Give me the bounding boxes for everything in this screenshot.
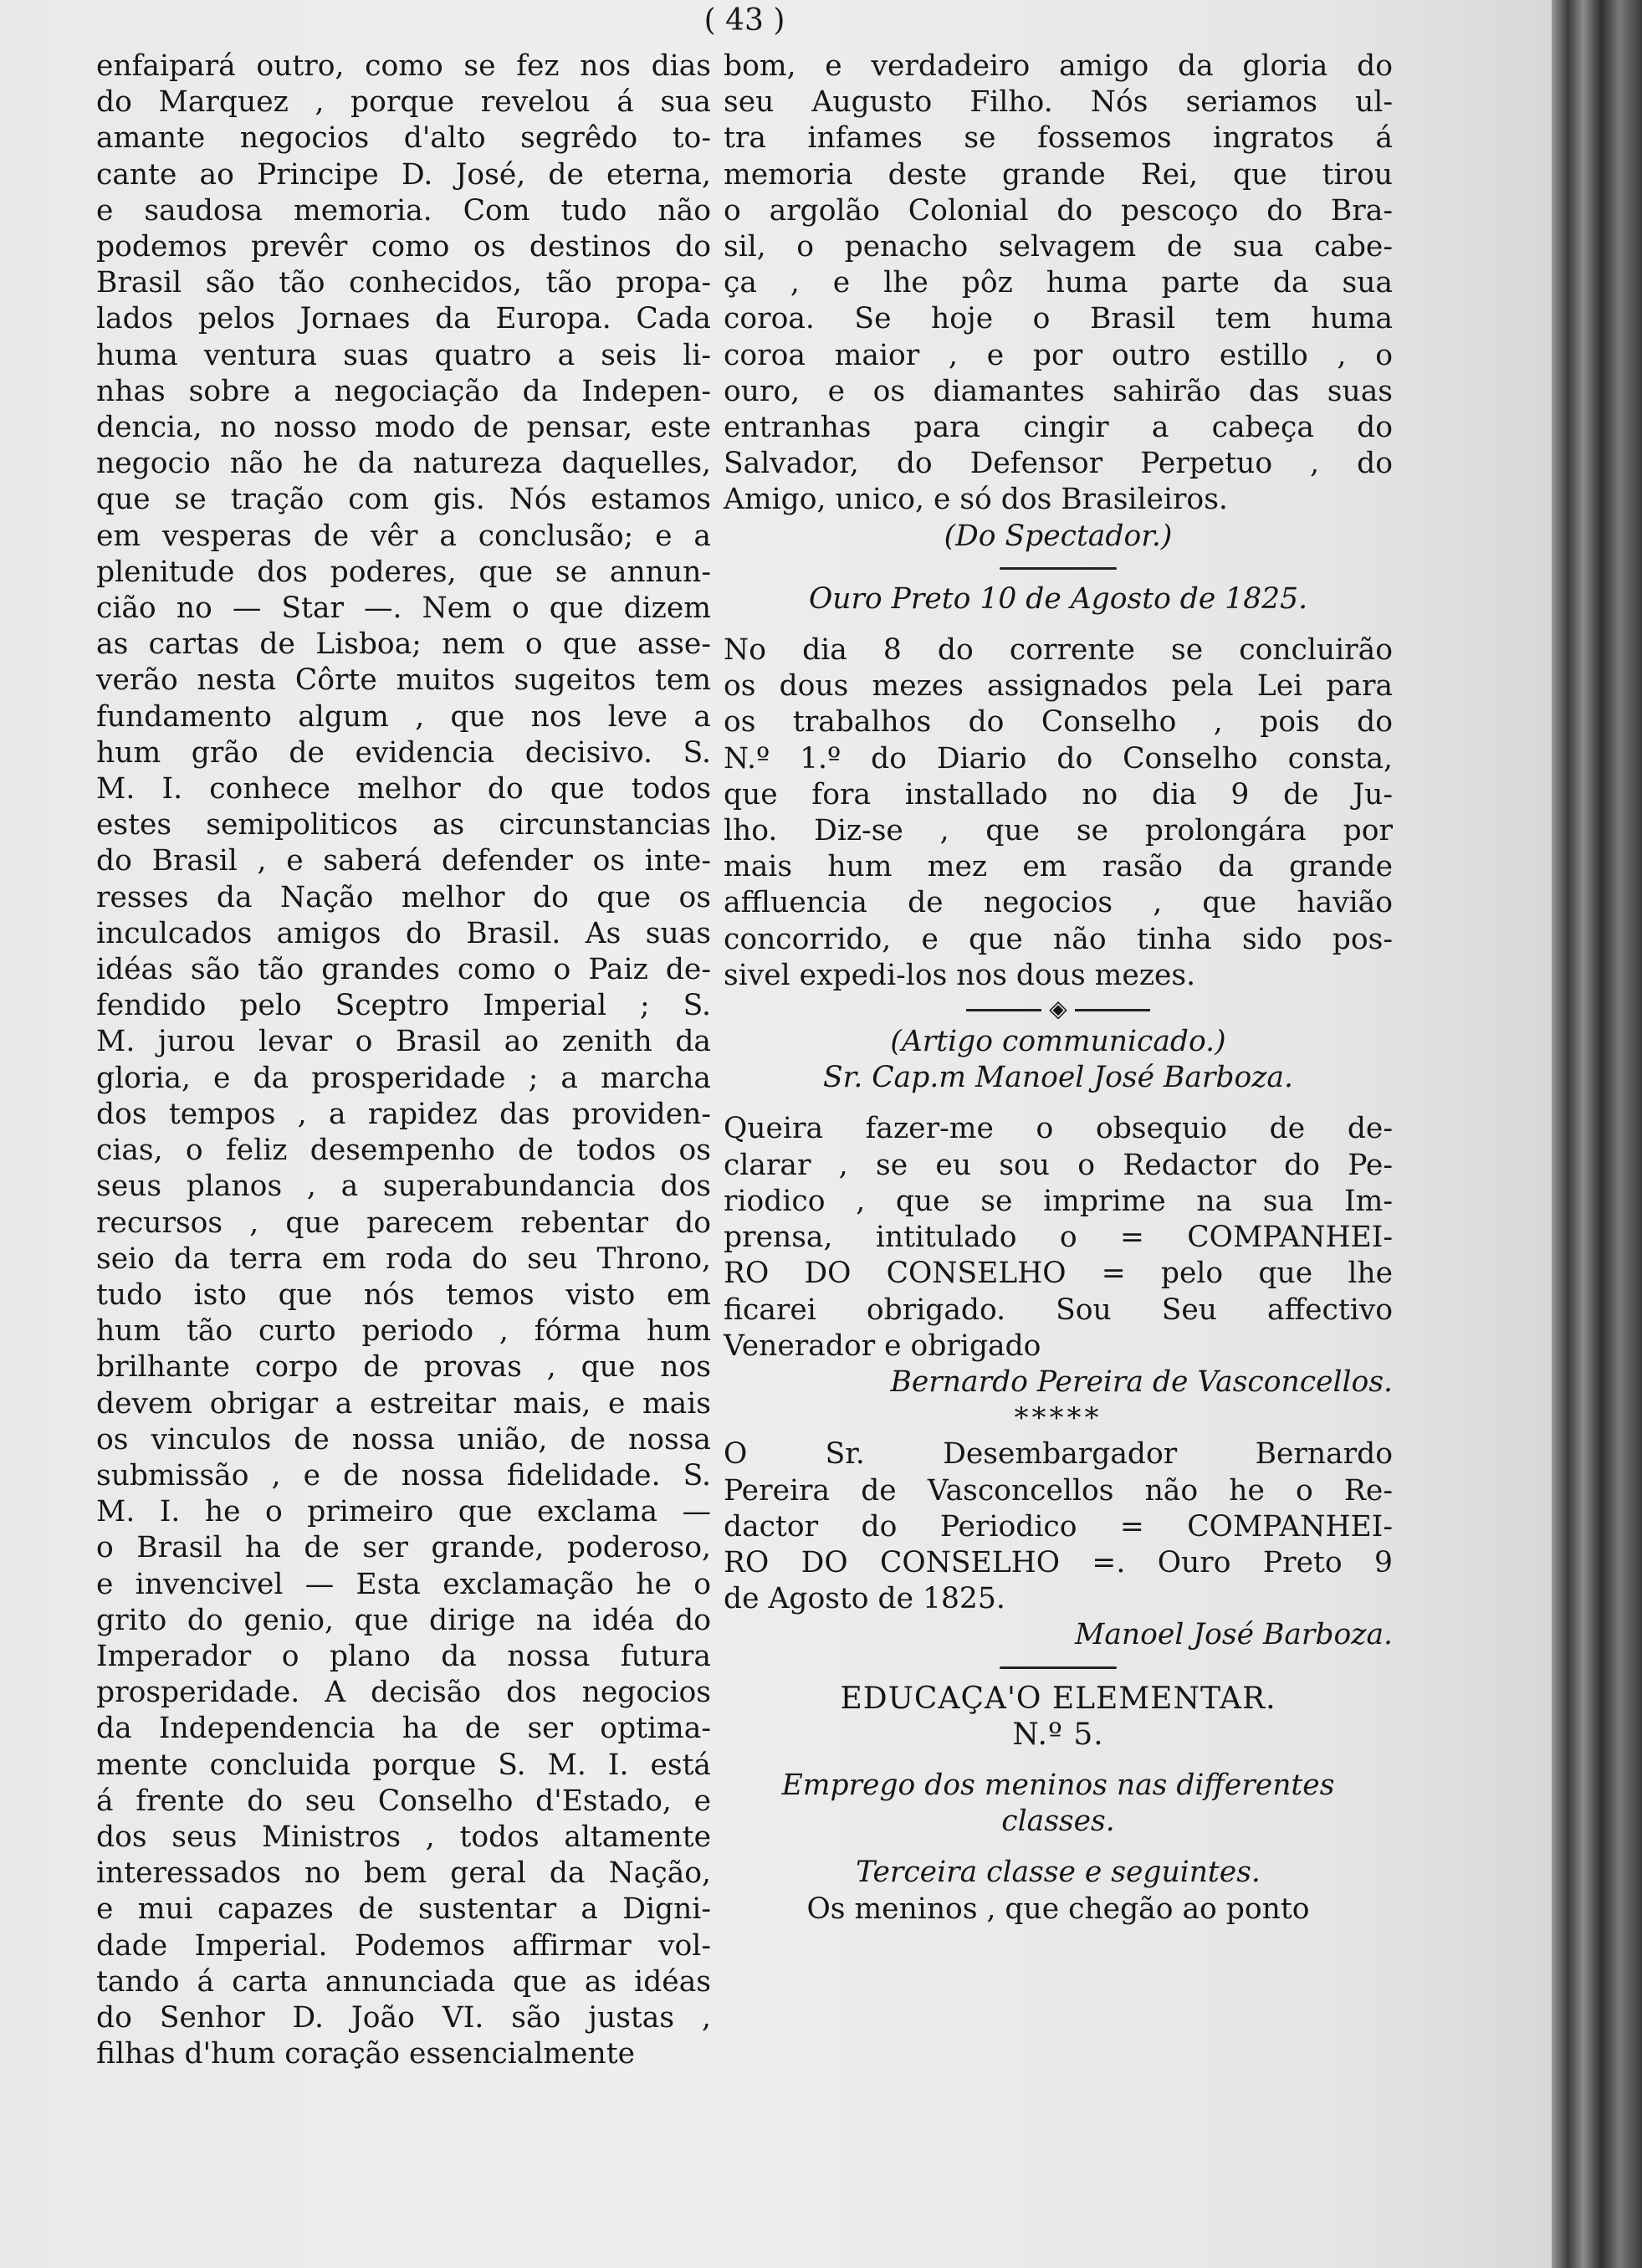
text-line: mente concluida porque S. M. I. está <box>96 1748 711 1782</box>
dateline: Ouro Preto 10 de Agosto de 1825. <box>808 581 1308 616</box>
text-line: sil, o penacho selvagem de sua cabe- <box>724 230 1393 264</box>
text-line: plenitude dos poderes, que se annun- <box>96 555 711 589</box>
text-line: á frente do seu Conselho d'Estado, e <box>96 1784 711 1818</box>
text-line: os dous mezes assignados pela Lei para <box>724 669 1393 704</box>
text-line: podemos prevêr como os destinos do <box>96 230 711 264</box>
text-line: prensa, intitulado o = COMPANHEI- <box>724 1221 1393 1255</box>
text-line: Amigo, unico, e só dos Brasileiros. <box>724 483 1228 517</box>
ornament-divider: ◈ <box>724 994 1393 1024</box>
text-line: cante ao Principe D. José, de eterna, <box>96 157 711 192</box>
last-line: Os meninos , que chegão ao ponto <box>806 1892 1310 1926</box>
text-line: verão nesta Côrte muitos sugeitos tem <box>96 663 711 698</box>
text-line: resses da Nação melhor do que os <box>96 880 711 914</box>
text-line: Imperador o plano da nossa futura <box>96 1639 711 1673</box>
book-spine <box>1552 0 1642 2268</box>
text-line: devem obrigar a estreitar mais, e mais <box>96 1386 711 1421</box>
text-line: ouro, e os diamantes sahirão das suas <box>724 374 1393 408</box>
text-line: amante negocios d'alto segrêdo to- <box>96 121 711 156</box>
text-line: dencia, no nosso modo de pensar, este <box>96 411 711 445</box>
text-line: interessados no bem geral da Nação, <box>96 1856 711 1891</box>
paragraph-letter <box>724 1111 1393 1364</box>
text-line: bom, e verdadeiro amigo da gloria do <box>724 49 1393 83</box>
text-line: o Brasil ha de ser grande, poderoso, <box>96 1531 711 1565</box>
text-line: prosperidade. A decisão dos negocios <box>96 1676 711 1710</box>
text-line: inculcados amigos do Brasil. As suas <box>96 916 711 950</box>
text-line: o argolão Colonial do pescoço do Bra- <box>724 193 1393 228</box>
text-line: brilhante corpo de provas , que nos <box>96 1350 711 1385</box>
text-line: Pereira de Vasconcellos não he o Re- <box>724 1473 1393 1508</box>
text-line: M. I. conhece melhor do que todos <box>96 772 711 806</box>
text-line: RO DO CONSELHO =. Ouro Preto 9 <box>724 1545 1393 1579</box>
text-line: do Senhor D. João VI. são justas , <box>96 2000 711 2035</box>
right-column <box>724 49 1393 1928</box>
text-line: dos tempos , a rapidez das providen- <box>96 1097 711 1131</box>
text-line: Salvador, do Defensor Perpetuo , do <box>724 447 1393 481</box>
signature-vasconcellos: Bernardo Pereira de Vasconcellos. <box>890 1364 1393 1399</box>
text-line: de Agosto de 1825. <box>724 1582 1005 1616</box>
text-line: memoria deste grande Rei, que tirou <box>724 157 1393 192</box>
text-line: seu Augusto Filho. Nós seriamos ul- <box>724 85 1393 120</box>
text-line: que fora installado no dia 9 de Ju- <box>724 777 1393 811</box>
paragraph-reply <box>724 1436 1393 1617</box>
text-line: coroa. Se hoje o Brasil tem huma <box>724 302 1393 336</box>
subtitle-line-2: classes. <box>1001 1805 1115 1839</box>
text-line: Queira fazer-me o obsequio de de- <box>724 1112 1393 1146</box>
paragraph-augusto-filho <box>724 49 1393 519</box>
text-line: riodico , que se imprime na sua Im- <box>724 1184 1393 1218</box>
text-line: seio da terra em roda do seu Throno, <box>96 1242 711 1276</box>
text-line: seus planos , a superabundancia dos <box>96 1170 711 1204</box>
text-line: negocio não he da natureza daquelles, <box>96 447 711 481</box>
text-line: N.º 1.º do Diario do Conselho consta, <box>724 741 1393 776</box>
text-line: No dia 8 do corrente se concluirão <box>724 633 1393 668</box>
text-line: em vesperas de vêr a conclusão; e a <box>96 519 711 553</box>
text-line: cias, o feliz desempenho de todos os <box>96 1134 711 1168</box>
left-column <box>96 49 711 2072</box>
text-line: do Brasil , e saberá defender os inte- <box>96 844 711 878</box>
text-line: tudo isto que nós temos visto em <box>96 1277 711 1312</box>
text-line: fendido pelo Sceptro Imperial ; S. <box>96 989 711 1023</box>
text-line: M. jurou levar o Brasil ao zenith da <box>96 1025 711 1059</box>
text-line: dade Imperial. Podemos affirmar vol- <box>96 1928 711 1963</box>
text-line: lados pelos Jornaes da Europa. Cada <box>96 302 711 336</box>
text-line: coroa maior , e por outro estillo , o <box>724 338 1393 372</box>
text-line: filhas d'hum coração essencialmente <box>96 2037 636 2071</box>
text-line: affluencia de negocios , que havião <box>724 886 1393 920</box>
text-line: M. I. he o primeiro que exclama — <box>96 1495 711 1529</box>
text-line: e saudosa memoria. Com tudo não <box>96 193 711 228</box>
text-line: clarar , se eu sou o Redactor do Pe- <box>724 1148 1393 1182</box>
text-line: Brasil são tão conhecidos, tão propa- <box>96 266 711 300</box>
text-line: submissão , e de nossa fidelidade. S. <box>96 1458 711 1492</box>
text-line: idéas são tão grandes como o Paiz de- <box>96 953 711 987</box>
text-line: concorrido, e que não tinha sido pos- <box>724 922 1393 956</box>
article-label: (Artigo communicado.) <box>890 1025 1226 1059</box>
text-line: os vinculos de nossa união, de nossa <box>96 1422 711 1457</box>
paragraph-conselho <box>724 632 1393 994</box>
text-line: fundamento algum , que nos leve a <box>96 699 711 734</box>
text-line: grito do genio, que dirige na idéa do <box>96 1603 711 1637</box>
page-number: ( 43 ) <box>703 3 785 38</box>
text-line: estes semipoliticos as circunstancias <box>96 808 711 842</box>
subtitle-line-1: Emprego dos meninos nas differentes <box>781 1768 1335 1802</box>
text-line: recursos , que parecem rebentar do <box>96 1206 711 1240</box>
text-line: as cartas de Lisboa; nem o que asse- <box>96 627 711 662</box>
text-line: e invencivel — Esta exclamação he o <box>96 1567 711 1601</box>
text-line: huma ventura suas quatro a seis li- <box>96 338 711 372</box>
text-line: lho. Diz-se , que se prolongára por <box>724 814 1393 848</box>
stars-divider: ***** <box>1014 1401 1102 1436</box>
text-line: tra infames se fossemos ingratos á <box>724 121 1393 156</box>
text-line: hum tão curto periodo , fórma hum <box>96 1314 711 1349</box>
text-line: do Marquez , porque revelou á sua <box>96 85 711 120</box>
text-line: cião no — Star —. Nem o que dizem <box>96 591 711 626</box>
source-credit: (Do Spectador.) <box>944 519 1173 553</box>
text-line: RO DO CONSELHO = pelo que lhe <box>724 1257 1393 1291</box>
text-line: que se tração com gis. Nós estamos <box>96 483 711 517</box>
text-line: entranhas para cingir a cabeça do <box>724 411 1393 445</box>
text-line: dos seus Ministros , todos altamente <box>96 1820 711 1854</box>
section-number: N.º 5. <box>1012 1717 1104 1752</box>
divider-rule-2 <box>724 1659 1393 1676</box>
text-line: os trabalhos do Conselho , pois do <box>724 705 1393 740</box>
text-line: nhas sobre a negociação da Indepen- <box>96 374 711 408</box>
text-line: gloria, e da prosperidade ; a marcha <box>96 1061 711 1095</box>
text-line: dactor do Periodico = COMPANHEI- <box>724 1509 1393 1544</box>
text-line: hum grão de evidencia decisivo. S. <box>96 735 711 770</box>
text-line: Venerador e obrigado <box>724 1329 1041 1363</box>
subheading: Terceira classe e seguintes. <box>856 1856 1261 1890</box>
text-line: enfaipará outro, como se fez nos dias <box>96 49 711 83</box>
divider-rule <box>724 560 1393 576</box>
text-line: da Independencia ha de ser optima- <box>96 1712 711 1746</box>
text-line: tando á carta annunciada que as idéas <box>96 1964 711 1999</box>
signature-barboza: Manoel José Barboza. <box>1075 1618 1393 1652</box>
text-line: e mui capazes de sustentar a Digni- <box>96 1892 711 1927</box>
section-title: EDUCAÇA'O ELEMENTAR. <box>840 1681 1276 1716</box>
text-line: mais hum mez em rasão da grande <box>724 850 1393 884</box>
text-line: ça , e lhe pôz huma parte da sua <box>724 266 1393 300</box>
text-line: ficarei obrigado. Sou Seu affectivo <box>724 1293 1393 1327</box>
text-line: O Sr. Desembargador Bernardo <box>724 1437 1393 1472</box>
salutation: Sr. Cap.m Manoel José Barboza. <box>823 1061 1293 1095</box>
text-line: sivel expedi-los nos dous mezes. <box>724 958 1196 992</box>
